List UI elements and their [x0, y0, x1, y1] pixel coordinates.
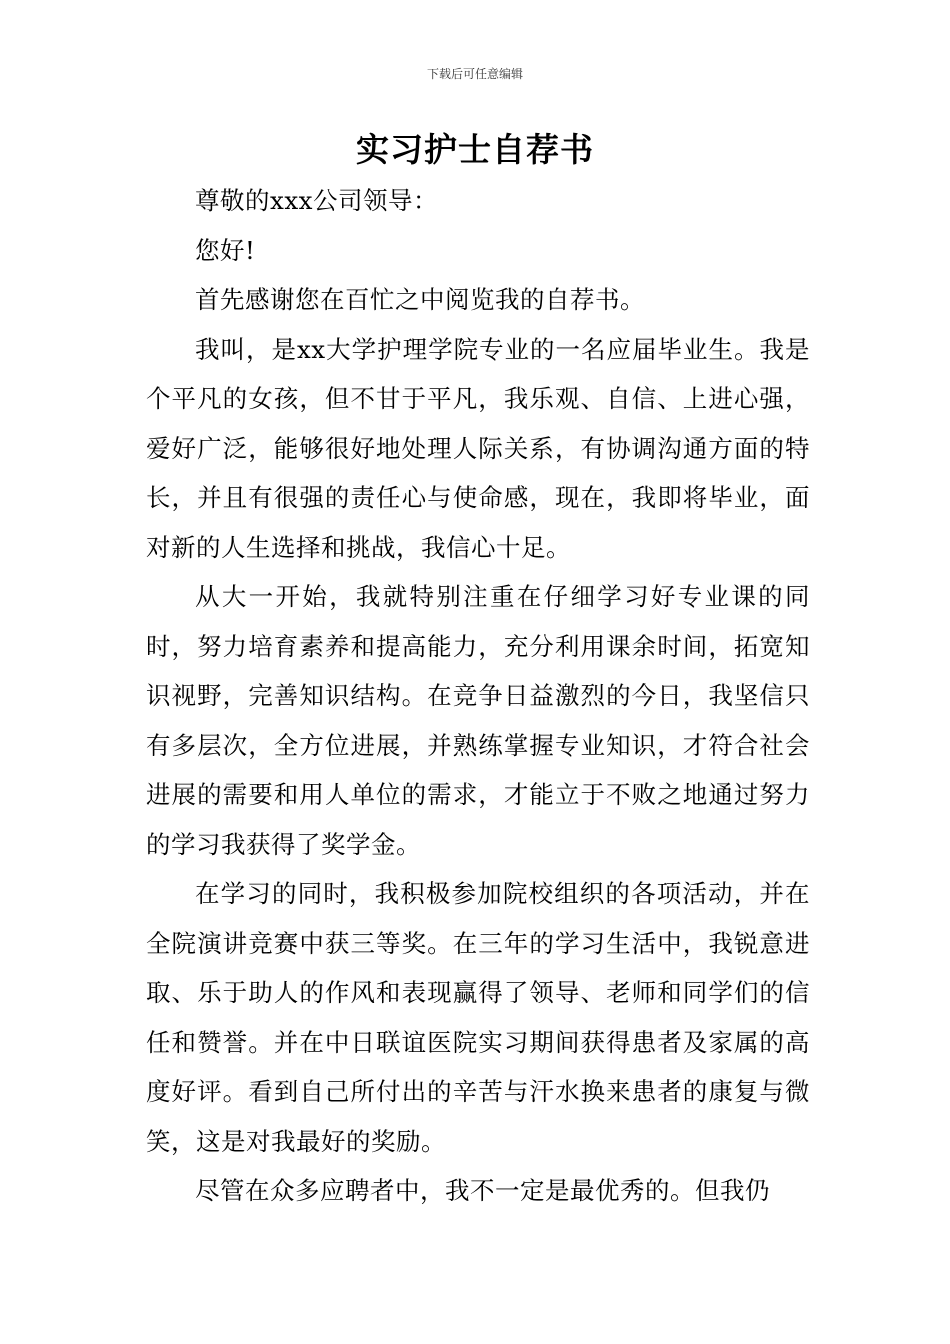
- header-note: 下载后可任意编辑: [426, 67, 523, 81]
- paragraph-closing: 尽管在众多应聘者中，我不一定是最优秀的。但我仍: [195, 1176, 770, 1205]
- paragraph-introduction: 我叫，是xx大学护理学院专业的一名应届毕业生。我是个平凡的女孩，但不甘于平凡，我乐观、自信、上进心强，爱好广泛，能够很好地处理人际关系，有协调沟通方面的特长，并且有很强的责任心与使命感，现在，我即将毕业，面对新的人生选择和挑战，我信心十足。: [146, 334, 810, 562]
- document-body: [146, 176, 810, 1216]
- paragraph-study: 从大一开始，我就特别注重在仔细学习好专业课的同时，努力培育素养和提高能力，充分利用课余时间，拓宽知识视野，完善知识结构。在竞争日益激烈的今日，我坚信只有多层次，全方位进展，并熟练掌握专业知识，才符合社会进展的需要和用人单位的需求，才能立于不败之地通过努力的学习我获得了奖学金。: [146, 582, 810, 859]
- greeting: 您好!: [195, 235, 256, 265]
- salutation: 尊敬的xxx公司领导：: [195, 186, 438, 215]
- paragraph-thanks: 首先感谢您在百忙之中阅览我的自荐书。: [195, 285, 645, 314]
- paragraph-activities: 在学习的同时，我积极参加院校组织的各项活动，并在全院演讲竞赛中获三等奖。在三年的学习生活中，我锐意进取、乐于助人的作风和表现赢得了领导、老师和同学们的信任和赞誉。并在中日联谊医院实习期间获得患者及家属的高度好评。看到自己所付出的辛苦与汗水换来患者的康复与微笑，这是对我最好的奖励。: [146, 879, 810, 1156]
- document-title: 实习护士自荐书: [356, 130, 594, 169]
